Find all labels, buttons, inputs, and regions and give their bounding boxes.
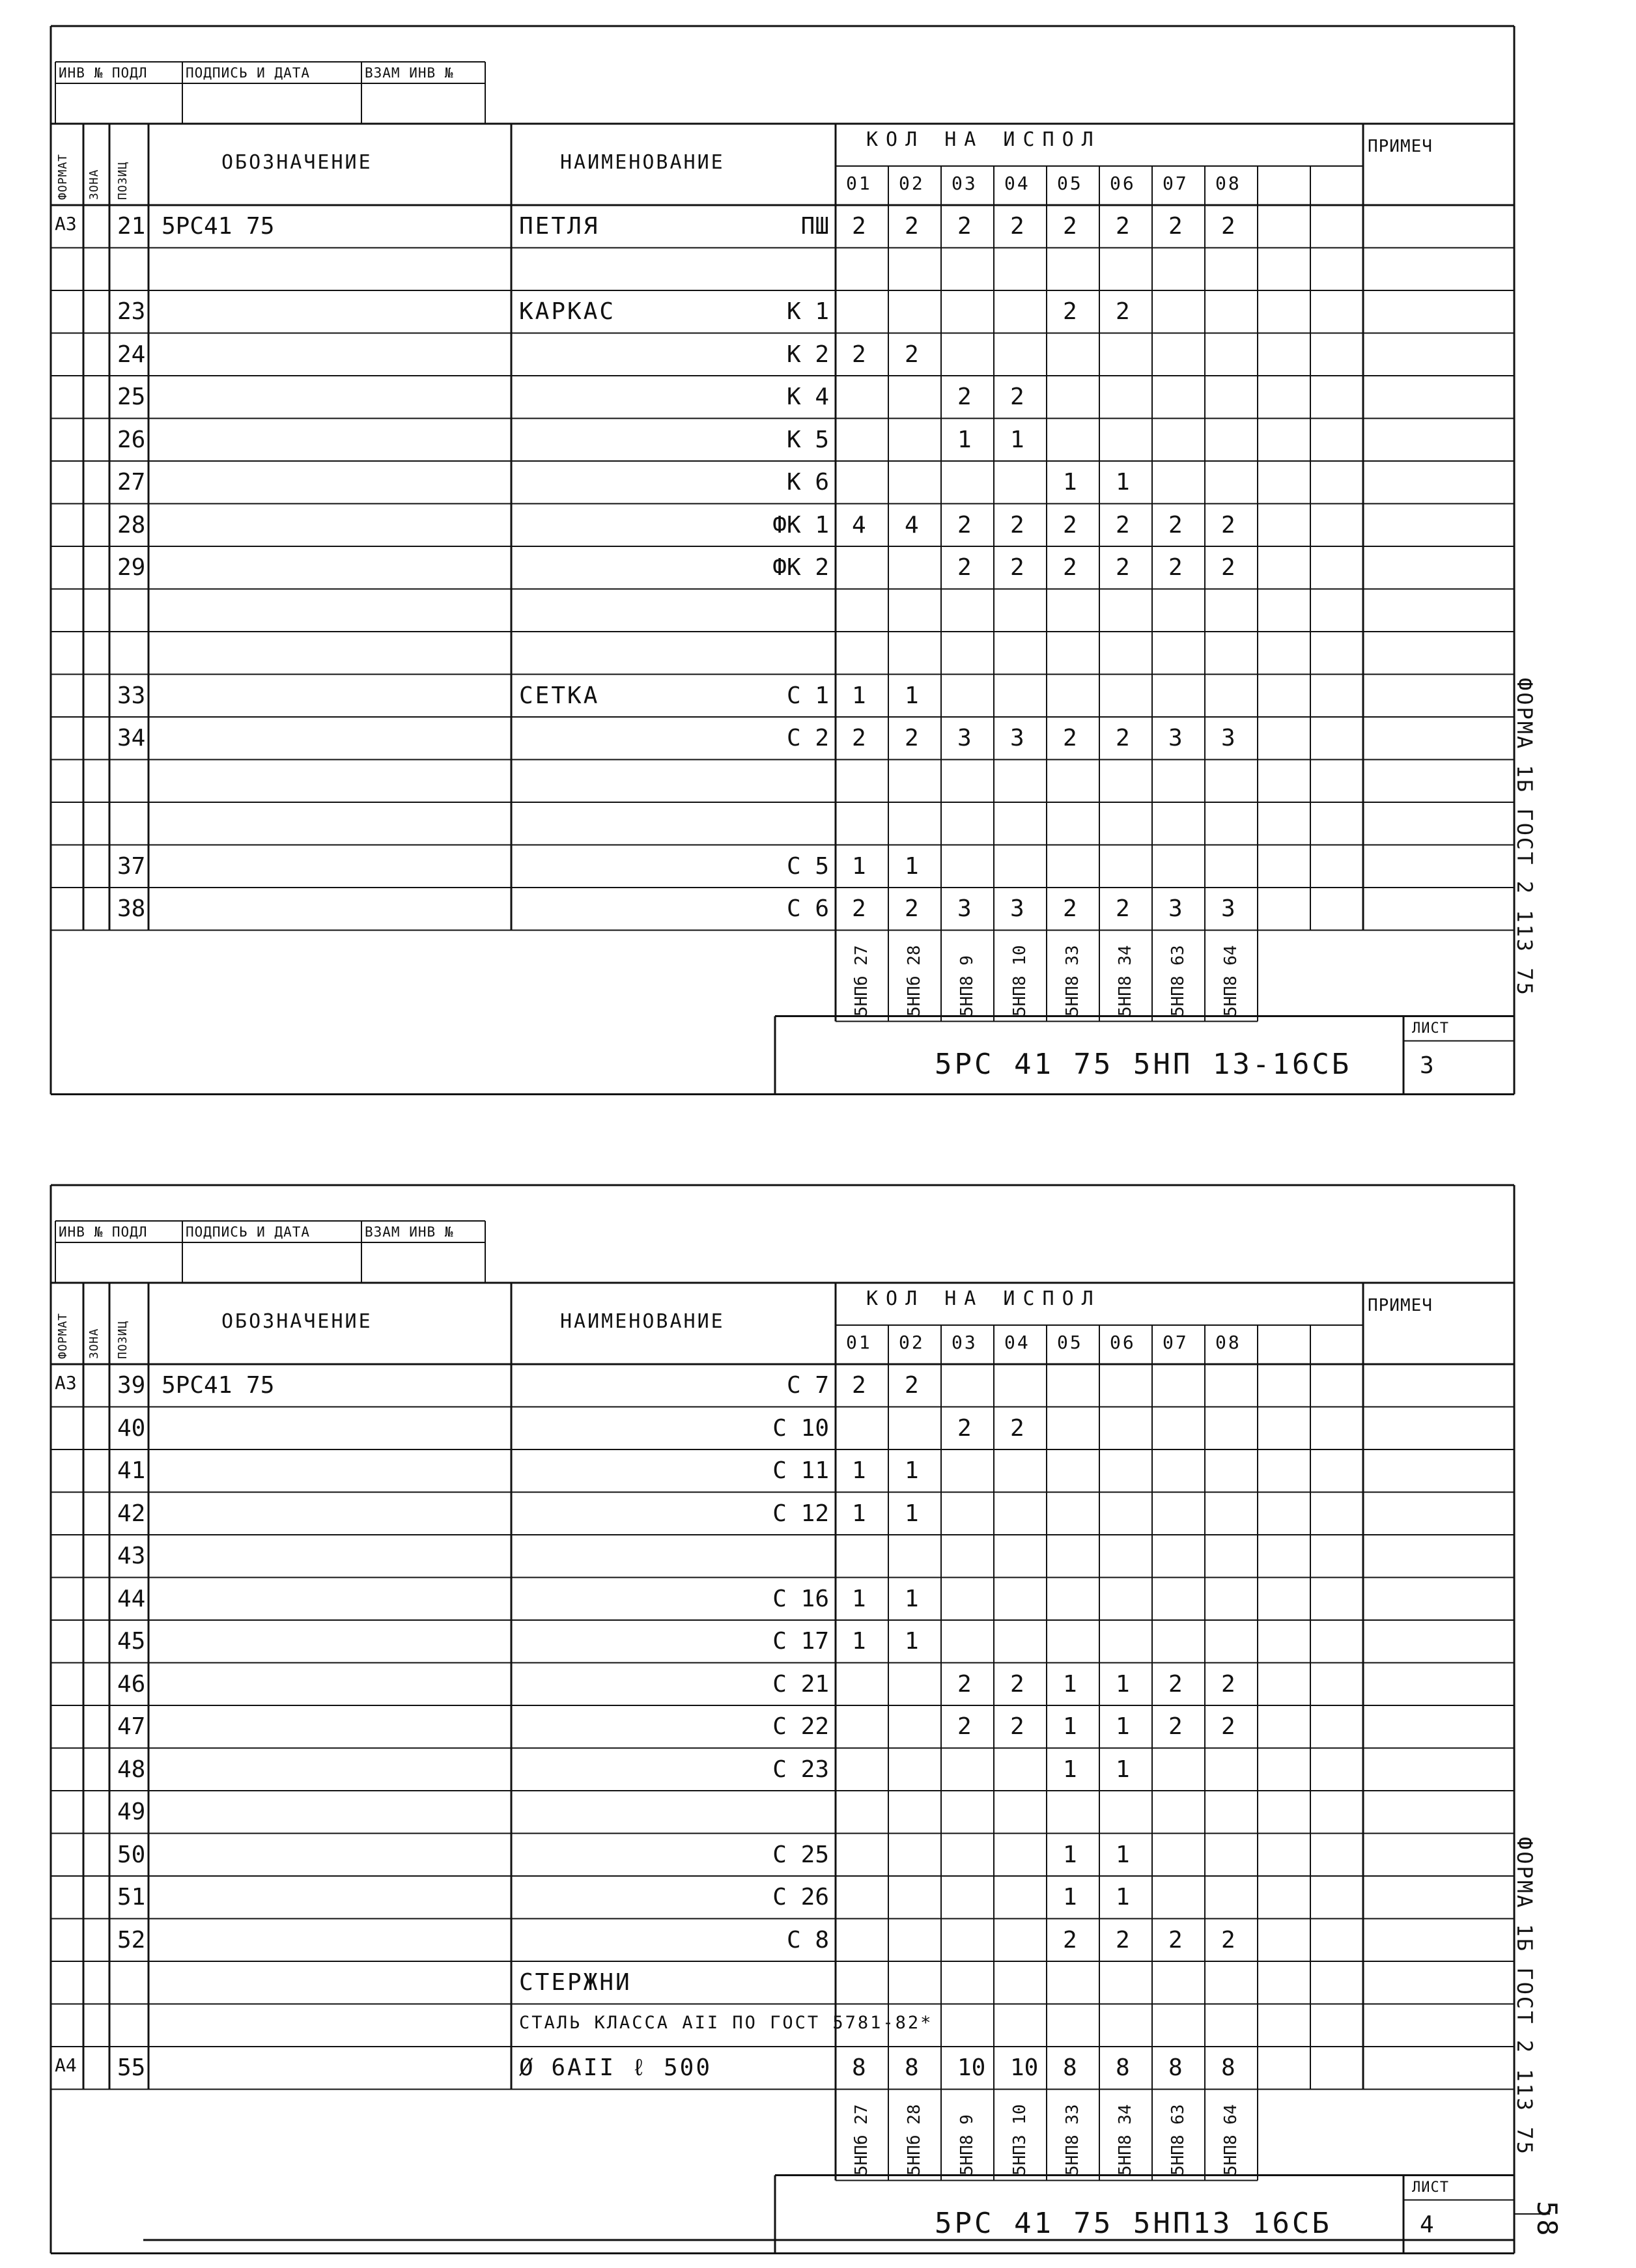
row-code: С 10 bbox=[772, 1414, 829, 1442]
row-quantity: 2 bbox=[1221, 1670, 1235, 1698]
variant-header: 05 bbox=[1057, 173, 1083, 194]
row-name: СТАЛЬ КЛАССА АII ПО ГОСТ 5781-82* bbox=[519, 2012, 933, 2033]
row-code: С 22 bbox=[772, 1713, 829, 1740]
row-quantity: 2 bbox=[1116, 1926, 1130, 1953]
row-quantity: 1 bbox=[1063, 469, 1077, 496]
row-quantity: 2 bbox=[1010, 1670, 1024, 1698]
row-quantity: 8 bbox=[1063, 2054, 1077, 2081]
row-quantity: 2 bbox=[1063, 511, 1077, 539]
variant-header: 06 bbox=[1110, 1332, 1136, 1353]
row-quantity: 2 bbox=[1010, 554, 1024, 581]
row-quantity: 2 bbox=[1063, 1926, 1077, 1953]
row-quantity: 2 bbox=[1063, 895, 1077, 922]
row-quantity: 2 bbox=[852, 895, 866, 922]
row-code: ПШ bbox=[800, 213, 829, 240]
col-header-zona: ЗОНА bbox=[87, 1328, 101, 1359]
row-quantity: 1 bbox=[852, 1457, 866, 1484]
document-number: 5РС 41 75 5НП 13-16СБ bbox=[935, 1047, 1352, 1081]
row-position: 48 bbox=[117, 1756, 146, 1783]
list-number: 3 bbox=[1420, 1052, 1434, 1079]
row-quantity: 2 bbox=[957, 511, 972, 539]
row-quantity: 2 bbox=[1168, 213, 1183, 240]
row-quantity: 1 bbox=[852, 682, 866, 709]
row-quantity: 2 bbox=[905, 213, 919, 240]
row-quantity: 2 bbox=[1063, 554, 1077, 581]
row-quantity: 1 bbox=[957, 426, 972, 453]
variant-code: 5НПб 28 bbox=[905, 944, 924, 1016]
row-quantity: 2 bbox=[1010, 1713, 1024, 1740]
row-position: 40 bbox=[117, 1414, 146, 1442]
row-position: 46 bbox=[117, 1670, 146, 1698]
row-quantity: 2 bbox=[957, 213, 972, 240]
col-header-kol-na-ispol: КОЛ НА ИСПОЛ bbox=[866, 128, 1101, 151]
col-header-zona: ЗОНА bbox=[87, 169, 101, 200]
row-quantity: 1 bbox=[1116, 469, 1130, 496]
row-quantity: 2 bbox=[957, 1414, 972, 1442]
row-quantity: 3 bbox=[1221, 895, 1235, 922]
row-quantity: 2 bbox=[1116, 213, 1130, 240]
row-code: К 5 bbox=[786, 426, 829, 453]
variant-code: 5НП8 63 bbox=[1168, 2103, 1188, 2176]
row-quantity: 2 bbox=[957, 1670, 972, 1698]
row-quantity: 1 bbox=[905, 682, 919, 709]
row-quantity: 8 bbox=[1116, 2054, 1130, 2081]
row-code: С 5 bbox=[786, 852, 829, 880]
variant-code: 5НП8 10 bbox=[1010, 944, 1030, 1016]
row-quantity: 2 bbox=[1010, 384, 1024, 410]
variant-code: 5НП8 64 bbox=[1221, 944, 1241, 1016]
row-quantity: 3 bbox=[957, 725, 972, 751]
row-quantity: 2 bbox=[1010, 511, 1024, 539]
row-position: 27 bbox=[117, 469, 146, 496]
variant-header: 01 bbox=[846, 1332, 872, 1353]
podpis-data-label: ПОДПИСЬ И ДАТА bbox=[186, 65, 311, 81]
row-quantity: 1 bbox=[905, 1628, 919, 1655]
podpis-data-label: ПОДПИСЬ И ДАТА bbox=[186, 1224, 311, 1240]
row-code: С 6 bbox=[786, 895, 829, 922]
page-number: 58 bbox=[1531, 2201, 1563, 2238]
list-label: ЛИСТ bbox=[1412, 1020, 1449, 1037]
row-code: С 12 bbox=[772, 1500, 829, 1527]
row-code: С 17 bbox=[772, 1628, 829, 1655]
variant-header: 05 bbox=[1057, 1332, 1083, 1353]
variant-header: 02 bbox=[899, 173, 925, 194]
row-quantity: 3 bbox=[1010, 895, 1024, 922]
row-quantity: 8 bbox=[1221, 2054, 1235, 2081]
row-quantity: 1 bbox=[905, 1500, 919, 1527]
row-quantity: 3 bbox=[957, 895, 972, 922]
variant-header: 07 bbox=[1163, 173, 1189, 194]
row-position: 44 bbox=[117, 1585, 146, 1612]
row-quantity: 1 bbox=[1116, 1670, 1130, 1698]
row-quantity: 3 bbox=[1168, 895, 1183, 922]
row-quantity: 2 bbox=[1063, 213, 1077, 240]
col-header-poz: ПОЗИЦ bbox=[116, 161, 130, 200]
row-quantity: 2 bbox=[1221, 1713, 1235, 1740]
row-designation: 5РС41 75 bbox=[162, 1372, 275, 1399]
row-quantity: 10 bbox=[957, 2054, 986, 2081]
list-label: ЛИСТ bbox=[1412, 2179, 1449, 2196]
row-quantity: 8 bbox=[1168, 2054, 1183, 2081]
row-quantity: 2 bbox=[852, 1372, 866, 1399]
row-quantity: 2 bbox=[1116, 725, 1130, 751]
document-number: 5РС 41 75 5НП13 16СБ bbox=[935, 2206, 1332, 2240]
variant-header: 06 bbox=[1110, 173, 1136, 194]
row-quantity: 1 bbox=[852, 1500, 866, 1527]
row-name: СТЕРЖНИ bbox=[519, 1969, 632, 1996]
row-position: 55 bbox=[117, 2054, 146, 2081]
row-quantity: 2 bbox=[1116, 554, 1130, 581]
row-position: 24 bbox=[117, 341, 146, 368]
row-quantity: 1 bbox=[1010, 426, 1024, 453]
row-name: Ø 6АII ℓ 500 bbox=[519, 2054, 712, 2081]
variant-code: 5НП8 33 bbox=[1063, 944, 1082, 1016]
row-quantity: 1 bbox=[1116, 1841, 1130, 1868]
variant-code: 5НП8 34 bbox=[1116, 2103, 1135, 2176]
row-designation: 5РС41 75 bbox=[162, 213, 275, 240]
row-name: КАРКАС bbox=[519, 298, 616, 325]
row-code: К 1 bbox=[786, 298, 829, 325]
row-quantity: 2 bbox=[905, 1372, 919, 1399]
row-quantity: 2 bbox=[1168, 554, 1183, 581]
variant-code: 5НПб 27 bbox=[852, 2103, 871, 2176]
row-quantity: 2 bbox=[1010, 1414, 1024, 1442]
row-code: С 25 bbox=[772, 1841, 829, 1868]
col-header-kol-na-ispol: КОЛ НА ИСПОЛ bbox=[866, 1287, 1101, 1310]
row-quantity: 1 bbox=[852, 852, 866, 880]
variant-code: 5НП3 10 bbox=[1010, 2103, 1030, 2176]
col-header-naimenovanie: НАИМЕНОВАНИЕ bbox=[560, 151, 725, 174]
col-header-naimenovanie: НАИМЕНОВАНИЕ bbox=[560, 1310, 725, 1333]
list-number: 4 bbox=[1420, 2211, 1434, 2238]
row-quantity: 2 bbox=[957, 554, 972, 581]
row-quantity: 2 bbox=[957, 384, 972, 410]
row-code: С 8 bbox=[786, 1926, 829, 1953]
row-format: А3 bbox=[55, 213, 77, 234]
col-header-oboznachenie: ОБОЗНАЧЕНИЕ bbox=[221, 1310, 373, 1333]
variant-header: 04 bbox=[1004, 173, 1030, 194]
row-format: А3 bbox=[55, 1372, 77, 1393]
row-quantity: 2 bbox=[1116, 511, 1130, 539]
variant-code: 5НП8 33 bbox=[1063, 2103, 1082, 2176]
row-quantity: 2 bbox=[1116, 298, 1130, 325]
row-position: 50 bbox=[117, 1841, 146, 1868]
row-position: 21 bbox=[117, 213, 146, 240]
row-quantity: 2 bbox=[852, 341, 866, 368]
row-position: 51 bbox=[117, 1884, 146, 1911]
row-quantity: 2 bbox=[905, 725, 919, 751]
row-quantity: 1 bbox=[1063, 1756, 1077, 1783]
col-header-poz: ПОЗИЦ bbox=[116, 1320, 130, 1359]
row-position: 26 bbox=[117, 426, 146, 453]
row-position: 49 bbox=[117, 1799, 146, 1825]
row-name: ПЕТЛЯ bbox=[519, 213, 600, 240]
row-quantity: 1 bbox=[852, 1585, 866, 1612]
row-quantity: 1 bbox=[1063, 1841, 1077, 1868]
row-code: К 2 bbox=[786, 341, 829, 368]
variant-code: 5НП8 9 bbox=[957, 2114, 977, 2176]
row-position: 39 bbox=[117, 1372, 146, 1399]
row-quantity: 2 bbox=[1168, 1926, 1183, 1953]
col-header-primech: ПРИМЕЧ bbox=[1368, 137, 1433, 156]
inv-podl-label: ИНВ № ПОДЛ bbox=[59, 1224, 148, 1240]
row-quantity: 1 bbox=[852, 1628, 866, 1655]
variant-header: 08 bbox=[1215, 1332, 1241, 1353]
variant-code: 5НП8 34 bbox=[1116, 944, 1135, 1016]
row-position: 41 bbox=[117, 1457, 146, 1484]
row-quantity: 1 bbox=[1116, 1713, 1130, 1740]
vzam-inv-label: ВЗАМ ИНВ № bbox=[365, 1224, 454, 1240]
row-quantity: 2 bbox=[1221, 511, 1235, 539]
row-quantity: 2 bbox=[957, 1713, 972, 1740]
variant-code: 5НП8 9 bbox=[957, 955, 977, 1016]
row-quantity: 2 bbox=[905, 895, 919, 922]
row-quantity: 1 bbox=[905, 1457, 919, 1484]
variant-code: 5НПб 28 bbox=[905, 2103, 924, 2176]
row-quantity: 2 bbox=[852, 213, 866, 240]
row-quantity: 2 bbox=[1168, 1713, 1183, 1740]
vzam-inv-label: ВЗАМ ИНВ № bbox=[365, 65, 454, 81]
col-header-format: ФОРМАТ bbox=[56, 153, 70, 200]
variant-header: 03 bbox=[952, 173, 978, 194]
row-quantity: 1 bbox=[1063, 1713, 1077, 1740]
col-header-oboznachenie: ОБОЗНАЧЕНИЕ bbox=[221, 151, 373, 174]
row-quantity: 8 bbox=[852, 2054, 866, 2081]
row-code: С 1 bbox=[786, 682, 829, 709]
row-position: 43 bbox=[117, 1543, 146, 1569]
row-quantity: 3 bbox=[1168, 725, 1183, 751]
row-quantity: 2 bbox=[1221, 1926, 1235, 1953]
row-quantity: 2 bbox=[1168, 1670, 1183, 1698]
row-quantity: 2 bbox=[1221, 554, 1235, 581]
row-quantity: 4 bbox=[905, 511, 919, 539]
row-position: 52 bbox=[117, 1926, 146, 1953]
row-position: 45 bbox=[117, 1628, 146, 1655]
variant-header: 08 bbox=[1215, 173, 1241, 194]
row-position: 42 bbox=[117, 1500, 146, 1527]
row-code: К 4 bbox=[786, 384, 829, 410]
variant-code: 5НП8 63 bbox=[1168, 944, 1188, 1016]
row-name: СЕТКА bbox=[519, 682, 600, 709]
variant-header: 02 bbox=[899, 1332, 925, 1353]
row-code: С 2 bbox=[786, 725, 829, 751]
row-position: 28 bbox=[117, 511, 146, 539]
row-quantity: 2 bbox=[1063, 725, 1077, 751]
row-quantity: 1 bbox=[1116, 1884, 1130, 1911]
row-quantity: 2 bbox=[905, 341, 919, 368]
row-quantity: 2 bbox=[1221, 213, 1235, 240]
row-position: 34 bbox=[117, 725, 146, 751]
row-position: 47 bbox=[117, 1713, 146, 1740]
form-side-label: ФОРМА 1Б ГОСТ 2 113 75 bbox=[1512, 677, 1537, 997]
row-code: К 6 bbox=[786, 469, 829, 496]
row-code: ФК 1 bbox=[772, 511, 829, 539]
row-quantity: 2 bbox=[1168, 511, 1183, 539]
variant-code: 5НП8 64 bbox=[1221, 2103, 1241, 2176]
row-code: С 21 bbox=[772, 1670, 829, 1698]
row-quantity: 2 bbox=[1116, 895, 1130, 922]
row-quantity: 2 bbox=[852, 725, 866, 751]
variant-header: 04 bbox=[1004, 1332, 1030, 1353]
row-quantity: 4 bbox=[852, 511, 866, 539]
row-code: С 23 bbox=[772, 1756, 829, 1783]
row-quantity: 1 bbox=[1063, 1884, 1077, 1911]
row-code: С 26 bbox=[772, 1884, 829, 1911]
row-quantity: 1 bbox=[905, 852, 919, 880]
row-code: С 16 bbox=[772, 1585, 829, 1612]
row-quantity: 2 bbox=[1010, 213, 1024, 240]
col-header-format: ФОРМАТ bbox=[56, 1312, 70, 1359]
row-position: 37 bbox=[117, 852, 146, 880]
variant-header: 07 bbox=[1163, 1332, 1189, 1353]
row-position: 23 bbox=[117, 298, 146, 325]
row-position: 25 bbox=[117, 384, 146, 410]
row-format: А4 bbox=[55, 2054, 77, 2076]
col-header-primech: ПРИМЕЧ bbox=[1368, 1296, 1433, 1315]
row-position: 38 bbox=[117, 895, 146, 922]
row-code: С 7 bbox=[786, 1372, 829, 1399]
row-quantity: 2 bbox=[1063, 298, 1077, 325]
row-code: С 11 bbox=[772, 1457, 829, 1484]
row-quantity: 1 bbox=[1116, 1756, 1130, 1783]
row-quantity: 8 bbox=[905, 2054, 919, 2081]
row-code: ФК 2 bbox=[772, 554, 829, 581]
variant-code: 5НПб 27 bbox=[852, 944, 871, 1016]
row-position: 29 bbox=[117, 554, 146, 581]
row-quantity: 10 bbox=[1010, 2054, 1039, 2081]
row-quantity: 1 bbox=[905, 1585, 919, 1612]
form-side-label: ФОРМА 1Б ГОСТ 2 113 75 bbox=[1512, 1836, 1537, 2156]
row-quantity: 3 bbox=[1221, 725, 1235, 751]
variant-header: 03 bbox=[952, 1332, 978, 1353]
row-position: 33 bbox=[117, 682, 146, 709]
row-quantity: 1 bbox=[1063, 1670, 1077, 1698]
row-quantity: 3 bbox=[1010, 725, 1024, 751]
inv-podl-label: ИНВ № ПОДЛ bbox=[59, 65, 148, 81]
variant-header: 01 bbox=[846, 173, 872, 194]
